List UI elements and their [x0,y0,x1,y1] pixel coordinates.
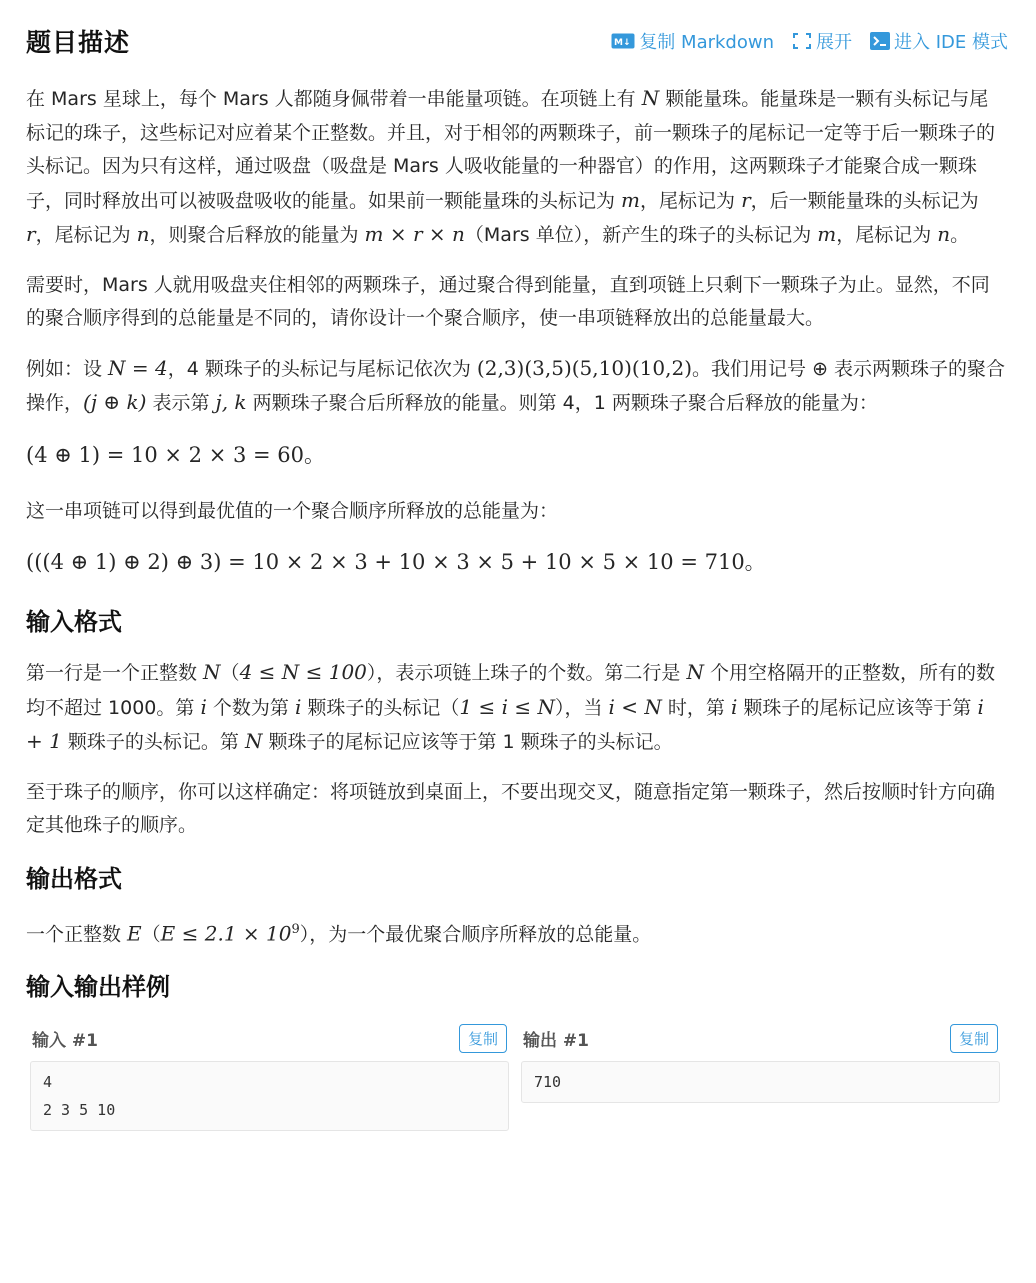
input-format-paragraph-2: 至于珠子的顺序，你可以这样确定：将项链放到桌面上，不要出现交叉，随意指定第一颗珠子，然后按顺时针方向确定其他珠子的顺序。 [26,780,996,836]
copy-input-button[interactable]: 复制 [459,1024,507,1053]
svg-text:M↓: M↓ [614,38,631,48]
sample-output-code: 710 [521,1061,1000,1103]
sample-output-label: 输出 #1 [523,1030,589,1051]
description-paragraph-3: 例如：设 N = 4，4 颗珠子的头标记与尾标记依次为 (2,3)(3,5)(5,10)(10,2)。我们用记号 ⊕ 表示两颗珠子的聚合操作，(j ⊕ k) 表示第 j, k 两颗珠子聚合后所释放的能量。则第 4，1 两颗珠子聚合后释放的能量为： [26,355,1006,414]
sample-input-label: 输入 #1 [32,1030,98,1051]
expand-icon [792,32,812,50]
copy-markdown-label: 复制 Markdown [639,32,774,53]
output-format-paragraph: 一个正整数 $E(E \le 2.1 \times 10^9)$，为一个最优聚合顺序所释放的总能量。 [26,920,652,945]
header-actions [611,28,1008,54]
sample-input-header [30,1021,509,1055]
description-header [26,0,1010,82]
ide-mode-button[interactable] [870,28,1008,54]
description-paragraph-1: 在 Mars 星球上，每个 Mars 人都随身佩带着一串能量项链。在项链上有 N 颗能量珠。能量珠是一颗有头标记与尾标记的珠子，这些标记对应着某个正整数。并且，对于相邻的两颗珠子，前一颗珠子的尾标记一定等于后一颗珠子的头标记。因为只有这样，通过吸盘（吸盘是 Mars 人吸收能量的一种器官）的作用，这两颗珠子才能聚合成一颗珠子，同时释放出可以被吸盘吸收的能量。如果前一颗能量珠的头标记为 m，尾标记为 r，后一颗能量珠的头标记为 r，尾标记为 n，则聚合后释放的能量为 m × r × n（Mars 单位），新产生的珠子的头标记为 m，尾标记为 n。 [26,86,996,246]
ide-mode-label: 进入 IDE 模式 [894,32,1008,53]
input-format-paragraph-1: 第一行是一个正整数 N（4 ≤ N ≤ 100），表示项链上珠子的个数。第二行是 N 个用空格隔开的正整数，所有的数均不超过 1000。第 i 个数为第 i 颗珠子的头标记（1 ≤ i ≤ N），当 i < N 时，第 i 颗珠子的尾标记应该等于第 i + 1 颗珠子的头标记。第 N 颗珠子的尾标记应该等于第 1 颗珠子的头标记。 [26,660,995,753]
section-title-description: 题目描述 [26,28,131,57]
sample-output-1 [521,1021,1000,1131]
equation-example-2: (((4 ⊕ 1) ⊕ 2) ⊕ 3) = 10 × 2 × 3 + 10 × 3 × 5 + 10 × 5 × 10 = 710。 [26,550,766,574]
sample-input-code: 4 2 3 5 10 [30,1061,509,1131]
sample-input-1 [30,1021,509,1131]
terminal-icon [870,32,890,50]
section-title-input-format: 输入格式 [26,608,122,636]
equation-example-1: (4 ⊕ 1) = 10 × 2 × 3 = 60。 [26,442,326,467]
sample-output-header [521,1021,1000,1055]
expand-label: 展开 [816,32,852,53]
samples-container [30,1021,1010,1131]
section-title-samples: 输入输出样例 [26,973,170,1002]
expand-button[interactable] [792,28,852,54]
description-paragraph-2: 需要时，Mars 人就用吸盘夹住相邻的两颗珠子，通过聚合得到能量，直到项链上只剩下一颗珠子为止。显然，不同的聚合顺序得到的总能量是不同的，请你设计一个聚合顺序，使一串项链释放出的总能量最大。 [26,273,990,329]
copy-output-button[interactable]: 复制 [950,1024,998,1053]
markdown-icon [611,33,635,49]
section-title-output-format: 输出格式 [26,864,122,893]
copy-markdown-button[interactable] [611,28,774,54]
description-paragraph-4: 这一串项链可以得到最优值的一个聚合顺序所释放的总能量为： [26,499,559,522]
